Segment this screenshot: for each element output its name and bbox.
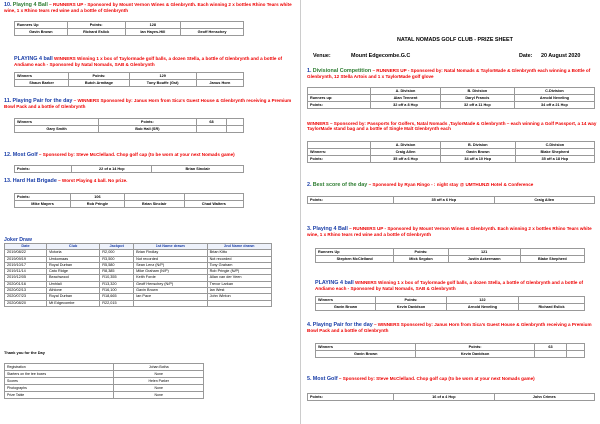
section-title: PLAYING 4 ball xyxy=(14,56,53,62)
player-name: Blake Shepherd xyxy=(520,256,584,263)
section-11-pair-heading xyxy=(4,98,296,110)
player-name: Alan Tennent xyxy=(371,95,441,102)
player-name: Tony Bouffe (Gst) xyxy=(129,80,196,87)
cell: R5,580 xyxy=(100,262,134,268)
table-row xyxy=(5,300,272,306)
section-title: Playing 4 Ball xyxy=(312,226,348,232)
section-3-table xyxy=(315,248,585,263)
points-label: Points: xyxy=(67,22,125,29)
section-10-heading xyxy=(4,2,296,14)
score-value: 35 off a 18 Hcp xyxy=(515,156,594,163)
page-title: NATAL NOMADS GOLF CLUB - PRIZE SHEET xyxy=(397,37,513,43)
cell: R2,000 xyxy=(100,250,134,256)
points-value: 121 xyxy=(448,249,520,256)
row-label: Winners: xyxy=(308,149,371,156)
section-description: WINNERS Winning 1 x box of Taylormade golf balls, a dozen Stella, a bottle of Glenbrynth and a bottle of Andiamo each - Sponsored by Natal Nomads, SAB & Glenbrynth xyxy=(14,56,283,68)
section-title: Playing Pair for the day xyxy=(312,322,373,328)
table-row xyxy=(5,385,204,392)
section-description: – RUNNERS UP - Sponsored by Mount Vernon Wines & Glenbrynth. Each winning 2 x bottles Rhino Tears white wine, 1 x Rhino tears red wine and a bottle of Glenbrynth xyxy=(4,2,292,14)
cell: Ian Pace xyxy=(134,294,207,300)
cell: Cato Ridge xyxy=(46,269,99,275)
points-value: 129 xyxy=(129,73,196,80)
player-name: Butch Armitage xyxy=(69,80,129,87)
player-name: Bob Hall (SR) xyxy=(99,126,196,133)
section-12-heading xyxy=(4,152,296,158)
section-5-heading xyxy=(307,376,597,382)
cell: R13,320 xyxy=(100,281,134,287)
score-value: 35 off a 6 Hcp xyxy=(394,197,494,204)
row-label: Winners xyxy=(15,73,69,80)
section-title: Most Golf xyxy=(12,152,38,158)
joker-draw-title: Joker Draw xyxy=(4,237,32,243)
cell: Allan van der Veen xyxy=(207,275,271,281)
score-value: 34 off a 10 Hcp xyxy=(440,156,515,163)
player-name: Mick Segdon xyxy=(394,256,448,263)
cell: None xyxy=(114,392,204,399)
player-name: Arnold Neveling xyxy=(446,304,518,311)
row-label: Runners up: xyxy=(308,95,371,102)
section-description: – Sponsored by: Steve McClelland. Chop golf cap (to be worn at your next Nomads game) xyxy=(337,376,535,381)
row-label: Runners Up xyxy=(15,22,68,29)
row-label: Points: xyxy=(15,166,72,173)
thanks-title: Thank you for the Day xyxy=(4,350,45,355)
section-11-pair-table xyxy=(14,118,244,133)
section-11-4ball-heading xyxy=(14,56,294,68)
cell: Not recorded xyxy=(134,256,207,262)
section-12-table xyxy=(14,165,244,173)
section-number: 12. xyxy=(4,152,12,158)
cell: 2019/12/05 xyxy=(5,275,47,281)
points-label: Points: xyxy=(308,102,371,109)
cell: Trevor Larkan xyxy=(207,281,271,287)
points-label: Points: xyxy=(15,194,71,201)
division-header: A. Division xyxy=(371,88,441,95)
player-name: Ian Hayes-Hill xyxy=(125,29,180,36)
player-name: Richard Eslick xyxy=(67,29,125,36)
player-name: Gavin Brown xyxy=(15,29,68,36)
player-name: Kevin Davidson xyxy=(416,351,534,358)
right-column xyxy=(300,0,600,424)
cell: 2019/09/19 xyxy=(5,256,47,262)
cell: Johan Botha xyxy=(114,364,204,371)
score-value: 32 off a 8 Hcp xyxy=(371,102,441,109)
cell: Sean Lenz (N/P) xyxy=(134,262,207,268)
score-value: 16 of a 4 Hcp xyxy=(394,394,494,401)
section-title: PLAYING 4 ball xyxy=(315,280,354,286)
player-name: Gavin Brown xyxy=(316,304,376,311)
section-3-heading xyxy=(307,226,597,238)
section-number: 1. xyxy=(307,68,312,74)
table-row xyxy=(5,364,204,371)
section-description: WINNERS – Sponsored by: Passports for Golfers, Natal Nomads ,TaylorMade & Glenbrynth – each winning a Golf Passport, a 14 way TaylorMade stand bag and a bottle of Single Malt Glenbrynth each xyxy=(307,121,597,132)
section-10-table xyxy=(14,21,244,36)
points-label: Points: xyxy=(99,119,196,126)
cell: None xyxy=(114,371,204,378)
player-name: John Crimes xyxy=(494,394,594,401)
player-name: Justin Ackermann xyxy=(448,256,520,263)
points-label: Points: xyxy=(69,73,129,80)
division-header: B. Division xyxy=(440,142,515,149)
player-name: Gavin Brown xyxy=(316,351,416,358)
cell: Royal Durban xyxy=(46,262,99,268)
cell: 2019/11/14 xyxy=(5,269,47,275)
section-description: – Sponsored by Ryan Ringo - : night stay @ UMTHUNZI Hotel & Conference xyxy=(367,182,534,187)
joker-draw xyxy=(4,237,272,307)
division-header: C.Division xyxy=(514,88,594,95)
points-value: 63 xyxy=(534,344,567,351)
player-name: Daryl Francis xyxy=(440,95,514,102)
points-label: Points: xyxy=(394,249,448,256)
player-name: Gary Smith xyxy=(15,126,99,133)
section-4-table xyxy=(315,343,585,358)
points-value: 122 xyxy=(446,297,518,304)
player-name: Blake Shepherd xyxy=(515,149,594,156)
section-1-heading xyxy=(307,68,597,80)
section-number: 3. xyxy=(307,226,312,232)
cell: R3,500 xyxy=(100,256,134,262)
player-name: Rob Pringle xyxy=(71,201,125,208)
cell: 2020/02/13 xyxy=(5,288,47,294)
points-label: Points: xyxy=(376,297,447,304)
cell: Brian Kitto xyxy=(207,250,271,256)
cell: Umkomaas xyxy=(46,256,99,262)
section-13-table xyxy=(14,193,244,208)
cell: Tony Graham xyxy=(207,262,271,268)
section-description: – RUNNERS UP - Sponsored by: Natal Nomads & TaylorMade & Glenbrynth each winning a Bottle of Glenbrynth, 12 Stella Artois and 1 x TaylorMade golf glove xyxy=(307,68,591,80)
section-5-table xyxy=(307,393,595,401)
section-title: Playing 4 Ball xyxy=(12,2,48,8)
cell: Keith Forde xyxy=(134,275,207,281)
section-title: Most Golf xyxy=(312,376,338,382)
cell: R16,100 xyxy=(100,288,134,294)
player-name: Stephen McClelland xyxy=(316,256,394,263)
section-2-heading xyxy=(307,182,597,188)
thanks-section xyxy=(4,350,204,399)
cell: 2019/10/17 xyxy=(5,262,47,268)
venue-label: Venue: xyxy=(313,53,331,59)
player-name: Brian Sinclair xyxy=(152,166,244,173)
section-number: 5. xyxy=(307,376,312,382)
cell: 2020/07/23 xyxy=(5,294,47,300)
cell: Ian West xyxy=(207,288,271,294)
cell xyxy=(134,300,207,306)
section-2-table xyxy=(307,196,595,204)
section-3-4ball-table xyxy=(315,296,585,311)
cell: Beachwood xyxy=(46,275,99,281)
row-label: Runners Up xyxy=(316,249,394,256)
cell: Athlone xyxy=(46,288,99,294)
player-name: Richard Eslick xyxy=(519,304,585,311)
section-1-runners-table xyxy=(307,87,595,109)
cell: Scores xyxy=(5,378,114,385)
table-row xyxy=(5,392,204,399)
cell: Brian Findlay xyxy=(134,250,207,256)
cell: Prize Table xyxy=(5,392,114,399)
section-description: – RUNNERS UP - Sponsored by Mount Vernon Wines & Glenbrynth. Each winning 2 x bottles Rhino Tears white wine, 1 x Rhino tears red wine and a bottle of Glenbrynth xyxy=(307,226,592,238)
cell: Helen Parker xyxy=(114,378,204,385)
division-header: A. Division xyxy=(371,142,441,149)
cell: R10,355 xyxy=(100,275,134,281)
section-number: 10. xyxy=(4,2,12,8)
section-description: – Sponsored by: Steve McClelland. Chop golf cap (to be worn at your next Nomads game) xyxy=(37,152,235,157)
section-1-winners-heading xyxy=(307,121,597,132)
cell: Mike Graham (N/P) xyxy=(134,269,207,275)
section-3-4ball-heading xyxy=(315,280,595,292)
player-name: Shaun Barker xyxy=(15,80,69,87)
section-number: 13. xyxy=(4,178,12,184)
section-description: – Worst Playing 4 ball. No prize. xyxy=(56,178,128,183)
score-value: 34 off a 21 Hcp xyxy=(514,102,594,109)
section-title: Hard Hat Brigade xyxy=(12,178,57,184)
thanks-table xyxy=(4,363,204,399)
col-header-club: Club xyxy=(46,244,99,250)
joker-draw-table xyxy=(4,243,272,307)
cell: R8,385 xyxy=(100,269,134,275)
section-title: Playing Pair for the day xyxy=(12,98,73,104)
section-title: Divisional Competition xyxy=(312,68,372,74)
player-name: Mike Mayers xyxy=(15,201,71,208)
points-label: Points: xyxy=(416,344,534,351)
section-title: Best score of the day xyxy=(312,182,368,188)
cell: Umhlali xyxy=(46,281,99,287)
division-header: C.Division xyxy=(515,142,594,149)
cell xyxy=(207,300,271,306)
cell: Not recorded xyxy=(207,256,271,262)
player-name: Brian Sinclair xyxy=(124,201,184,208)
section-4-heading xyxy=(307,322,597,334)
col-header-first-name: 1st Name drawn xyxy=(134,244,207,250)
cell: None xyxy=(114,385,204,392)
player-name: Craig Allen xyxy=(371,149,441,156)
row-label: Winners xyxy=(316,344,416,351)
cell: R18,665 xyxy=(100,294,134,300)
date-label: Date: xyxy=(519,53,533,59)
cell: 2019/08/22 xyxy=(5,250,47,256)
player-name: Geoff Henschey xyxy=(181,29,244,36)
row-label: Points: xyxy=(308,197,394,204)
cell: Starters on the tee boxes xyxy=(5,371,114,378)
cell: Royal Durban xyxy=(46,294,99,300)
player-name: Craig Allen xyxy=(494,197,594,204)
points-value: 106 xyxy=(71,194,125,201)
player-name: Janus Horn xyxy=(196,80,243,87)
cell: Mt Edgecombe xyxy=(46,300,99,306)
player-name: Arnold Neveling xyxy=(514,95,594,102)
row-label: Winners xyxy=(15,119,99,126)
section-13-heading xyxy=(4,178,296,184)
section-1-winners-table xyxy=(307,141,595,163)
points-value: 68 xyxy=(196,119,227,126)
section-description: – WINNERS Sponsored by: Janus Horn from Sica's Guest House & Glenbrynth receiving a Premium Bowl Pack and a bottle of Glenbrynth xyxy=(4,98,292,110)
section-11-4ball-table xyxy=(14,72,244,87)
cell: Victoria xyxy=(46,250,99,256)
player-name: Chad Walters xyxy=(184,201,243,208)
section-number: 4. xyxy=(307,322,312,328)
points-value: 128 xyxy=(125,22,180,29)
player-name: Kevin Davidson xyxy=(376,304,447,311)
section-number: 11. xyxy=(4,98,12,104)
section-description: – WINNERS Sponsored by: Janus Horn from Sica's Guest House & Glenbrynth receiving a Premium Bowl Pack and a bottle of Glenbrynth xyxy=(307,322,592,334)
section-number: 2. xyxy=(307,182,312,188)
section-description: WINNERS Winning 1 x box of Taylormade golf balls, a dozen Stella, a bottle of Glenbrynth and a bottle of Andiamo each - Sponsored by Natal Nomads, SAB & Glenbrynth xyxy=(315,280,584,292)
score-value: 22 of a 14 Hcp xyxy=(72,166,152,173)
table-row xyxy=(5,371,204,378)
col-header-second-name: 2nd Name drawn xyxy=(207,244,271,250)
division-header: B. Division xyxy=(440,88,514,95)
score-value: 35 off a 6 Hcp xyxy=(371,156,441,163)
col-header-date: Date xyxy=(5,244,47,250)
cell: Gavin Brown xyxy=(134,288,207,294)
table-row xyxy=(5,378,204,385)
row-label: Winners xyxy=(316,297,376,304)
date-value: 20 August 2020 xyxy=(541,53,581,59)
cell: John Winton xyxy=(207,294,271,300)
cell: Geoff Henschey (N/P) xyxy=(134,281,207,287)
venue-value: Mount Edgecombe.G.C xyxy=(351,53,411,59)
cell: Registration xyxy=(5,364,114,371)
score-value: 32 off a 11 Hcp xyxy=(440,102,514,109)
cell: R22,015 xyxy=(100,300,134,306)
points-label: Points: xyxy=(308,156,371,163)
cell: Photographs xyxy=(5,385,114,392)
player-name: Gavin Brown xyxy=(440,149,515,156)
cell: 2020/08/20 xyxy=(5,300,47,306)
col-header-jackpot: Jackpot xyxy=(100,244,134,250)
row-label: Points: xyxy=(308,394,394,401)
cell: 2020/01/16 xyxy=(5,281,47,287)
cell: Rob Pringle (N/P) xyxy=(207,269,271,275)
